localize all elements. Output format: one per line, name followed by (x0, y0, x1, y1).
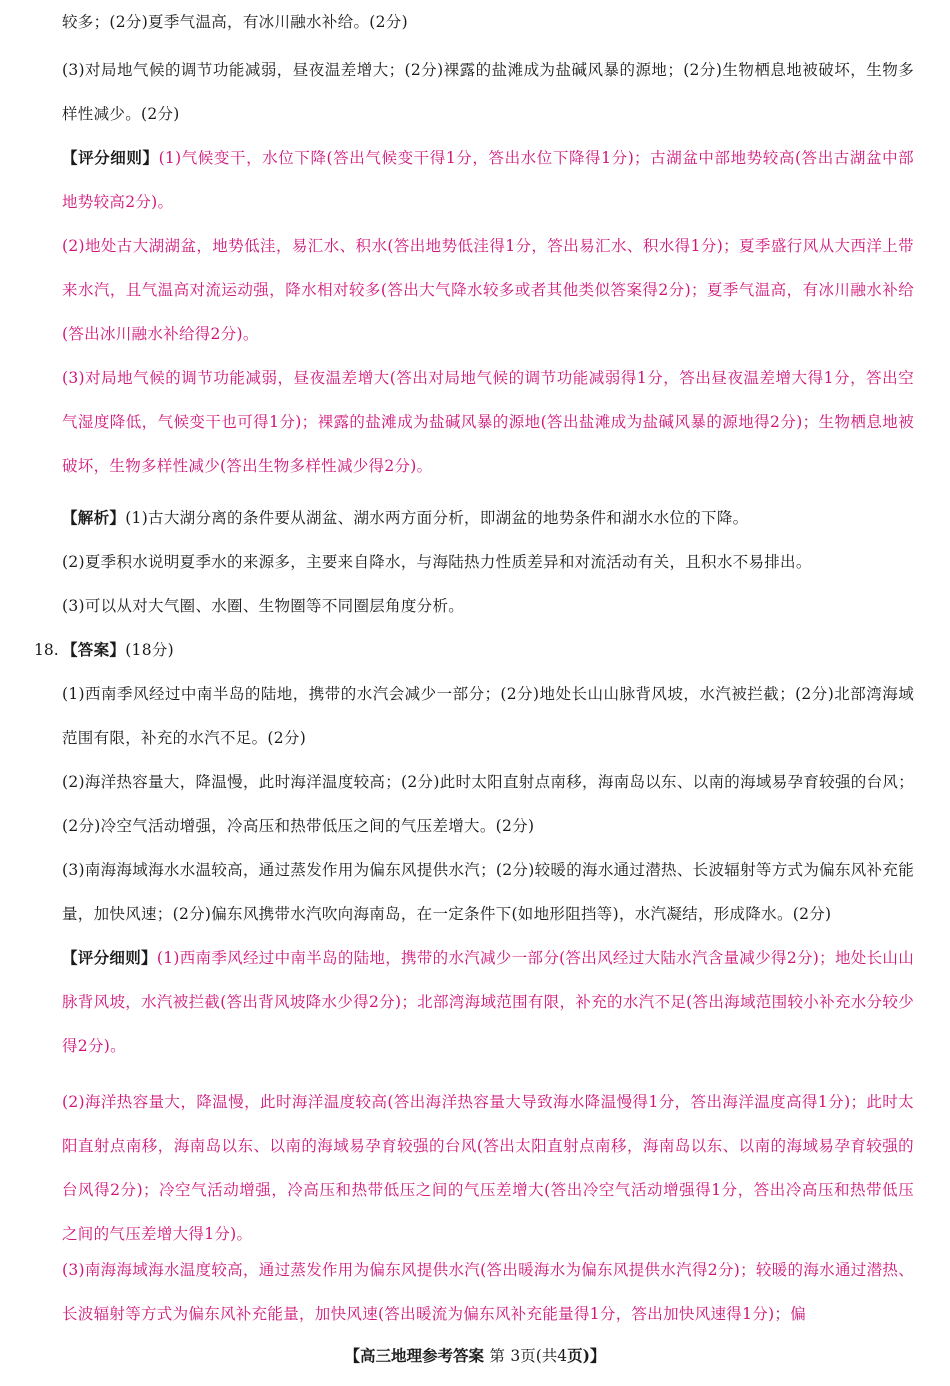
q17-analysis-part3: (3)可以从对大气圈、水圈、生物圈等不同圈层角度分析。 (62, 597, 465, 615)
q17-answer-part3: (3)对局地气候的调节功能减弱，昼夜温差增大；(2分)裸露的盐滩成为盐碱风暴的源地；(2分)生物栖息地被破坏，生物多样性减少。(2分) (62, 61, 914, 123)
footer-page-mid: 页(共 (520, 1347, 558, 1365)
page-footer (0, 1344, 950, 1368)
q17-analysis-part2: (2)夏季积水说明夏季水的来源多，主要来自降水，与海陆热力性质差异和对流活动有关，且积水不易排出。 (62, 553, 812, 571)
q17-grading-part1 (62, 136, 914, 224)
footer-page-number: 3 (510, 1347, 521, 1365)
q18-answer-part1: (1)西南季风经过中南半岛的陆地，携带的水汽会减少一部分；(2分)地处长山山脉背风坡，水汽被拦截；(2分)北部湾海域范围有限，补充的水汽不足。(2分) (62, 685, 914, 747)
q18-number: 18. (34, 641, 59, 659)
q17-analysis-part1-text: (1)古大湖分离的条件要从湖盆、湖水两方面分析，即湖盆的地势条件和湖水水位的下降。 (125, 509, 749, 527)
q18-answer-part3: (3)南海海域海水水温较高，通过蒸发作用为偏东风提供水汽；(2分)较暖的海水通过潜热、长波辐射等方式为偏东风补充能量，加快风速；(2分)偏东风携带水汽吹向海南岛，在一定条件下(如地形阻挡等)，水汽凝结，形成降水。(2分) (62, 861, 914, 923)
footer-page-total: 4 (557, 1347, 568, 1365)
q18-answer-header (62, 628, 914, 672)
q18-score: (18分) (125, 641, 175, 659)
q17-grading-part3: (3)对局地气候的调节功能减弱，昼夜温差增大(答出对局地气候的调节功能减弱得1分，答出昼夜温差增大得1分，答出空气湿度降低，气候变干也可得1分)；裸露的盐滩成为盐碱风暴的源地(答出盐滩成为盐碱风暴的源地得2分)；生物栖息地被破坏，生物多样性减少(答出生物多样性减少得2分)。 (62, 369, 914, 475)
q18-grading-label: 【评分细则】 (62, 948, 157, 967)
q17-grading-part2: (2)地处古大湖湖盆，地势低洼，易汇水、积水(答出地势低洼得1分，答出易汇水、积水得1分)；夏季盛行风从大西洋上带来水汽，且气温高对流运动强，降水相对较多(答出大气降水较多或者其他类似答案得2分)；夏季气温高，有冰川融水补给(答出冰川融水补给得2分)。 (62, 237, 914, 343)
q17-grading-label: 【评分细则】 (62, 148, 159, 167)
footer-page-suffix: 页)】 (567, 1346, 606, 1365)
q18-grading-part1-text: (1)西南季风经过中南半岛的陆地，携带的水汽减少一部分(答出风经过大陆水汽含量减少得2分)；地处长山山脉背风坡，水汽被拦截(答出背风坡降水少得2分)；北部湾海域范围有限，补充的水汽不足(答出海域范围较小补充水分较少得2分)。 (62, 949, 914, 1055)
q17-answer-continuation: 较多；(2分)夏季气温高，有冰川融水补给。(2分) (62, 13, 408, 31)
q17-analysis-label: 【解析】 (62, 508, 126, 527)
q18-grading-part3: (3)南海海域海水温度较高，通过蒸发作用为偏东风提供水汽(答出暖海水为偏东风提供水汽得2分)；较暖的海水通过潜热、长波辐射等方式为偏东风补充能量，加快风速(答出暖流为偏东风补充能量得1分，答出加快风速得1分)；偏 (62, 1261, 914, 1323)
q18-answer-label: 【答案】 (62, 640, 126, 659)
q18-grading-part1 (62, 936, 914, 1068)
q17-grading-part1-text: (1)气候变干，水位下降(答出气候变干得1分，答出水位下降得1分)；古湖盆中部地势较高(答出古湖盆中部地势较高2分)。 (62, 149, 914, 211)
footer-title: 【高三地理参考答案 (344, 1346, 485, 1365)
footer-page-prefix: 第 (489, 1347, 505, 1365)
q18-answer-part2: (2)海洋热容量大，降温慢，此时海洋温度较高；(2分)此时太阳直射点南移，海南岛以东、以南的海域易孕育较强的台风；(2分)冷空气活动增强，冷高压和热带低压之间的气压差增大。(2分) (62, 773, 914, 835)
q17-analysis-part1 (62, 496, 914, 540)
q18-grading-part2: (2)海洋热容量大，降温慢，此时海洋温度较高(答出海洋热容量大导致海水降温慢得1分，答出海洋温度高得1分)；此时太阳直射点南移，海南岛以东、以南的海域易孕育较强的台风(答出太阳直射点南移，海南岛以东、以南的海域易孕育较强的台风得2分)；冷空气活动增强，冷高压和热带低压之间的气压差增大(答出冷空气活动增强得1分，答出冷高压和热带低压之间的气压差增大得1分)。 (62, 1093, 914, 1243)
